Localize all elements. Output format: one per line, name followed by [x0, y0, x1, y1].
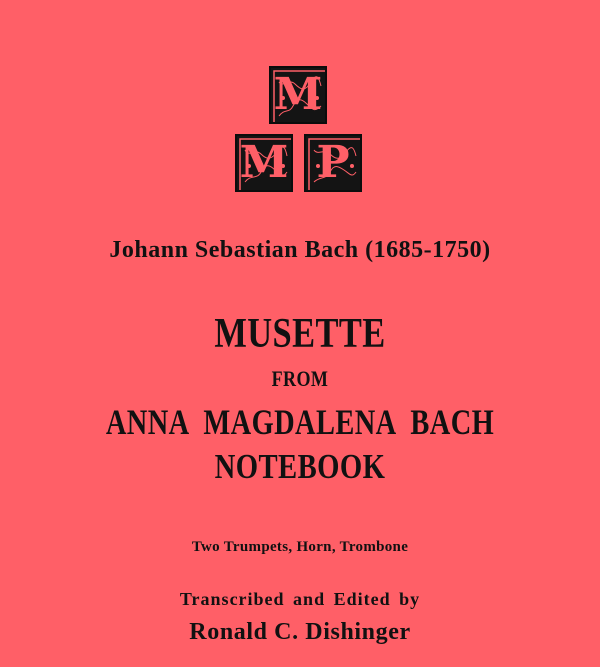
editor-name: Ronald C. Dishinger [189, 619, 411, 645]
publisher-logo [0, 0, 600, 220]
logo-block-right [304, 134, 362, 192]
composer-name: Johann Sebastian Bach (1685-1750) [109, 237, 491, 263]
title-from: FROM [271, 366, 329, 391]
logo-block-left [235, 134, 293, 192]
logo-letter-right: P [316, 137, 350, 188]
title-notebook: NOTEBOOK [214, 447, 386, 486]
title-subtitle: ANNA MAGDALENA BACH [105, 402, 495, 442]
logo-letter-top: M [273, 69, 323, 120]
logo-letter-left: M [239, 137, 289, 188]
credit-line: Transcribed and Edited by [179, 589, 421, 609]
instrumentation: Two Trumpets, Horn, Trombone [191, 539, 409, 555]
title-main: MUSETTE [214, 311, 386, 357]
logo-block-top [269, 66, 327, 124]
